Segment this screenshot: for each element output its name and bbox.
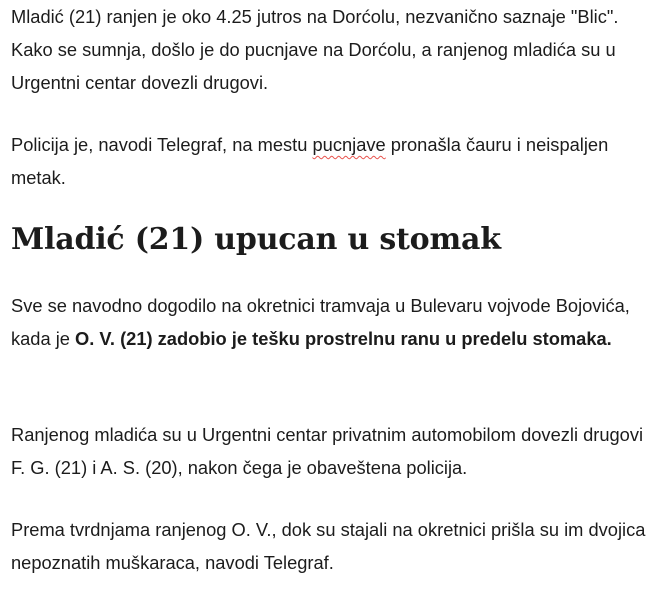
paragraph-police-text-before: Policija je, navodi Telegraf, na mestu bbox=[11, 134, 313, 155]
paragraph-hospital: Ranjenog mladića su u Urgentni centar privatnim automobilom dovezli drugovi F. G. (21) i A. S. (20), nakon čega je obaveštena policija. bbox=[11, 424, 644, 478]
paragraph-police bbox=[11, 128, 651, 194]
paragraph-incident-bold: O. V. (21) zadobio je tešku prostrelnu ranu u predelu stomaka. bbox=[75, 328, 612, 349]
paragraph-incident-text: Sve se navodno dogodilo na okretnici tramvaja u Bulevaru vojvode Bojovića, kada je bbox=[11, 295, 630, 349]
paragraph-claims: Prema tvrdnjama ranjenog O. V., dok su stajali na okretnici prišla su im dvojica nepoznatih muškaraca, navodi Telegraf. bbox=[11, 519, 646, 573]
paragraph-police-text-after: pronašla čauru i neispaljen metak. bbox=[11, 134, 609, 188]
section-heading: Mladić (21) upucan u stomak bbox=[11, 222, 501, 257]
paragraph-intro: Mladić (21) ranjen je oko 4.25 jutros na Dorćolu, nezvanično saznaje "Blic". Kako se sumnja, došlo je do pucnjave na Dorćolu, a ranjenog mladića su u Urgentni centar dovezli drugovi. bbox=[11, 6, 619, 93]
misspelled-word[interactable]: pucnjave bbox=[312, 134, 386, 155]
paragraph-incident bbox=[11, 289, 651, 355]
